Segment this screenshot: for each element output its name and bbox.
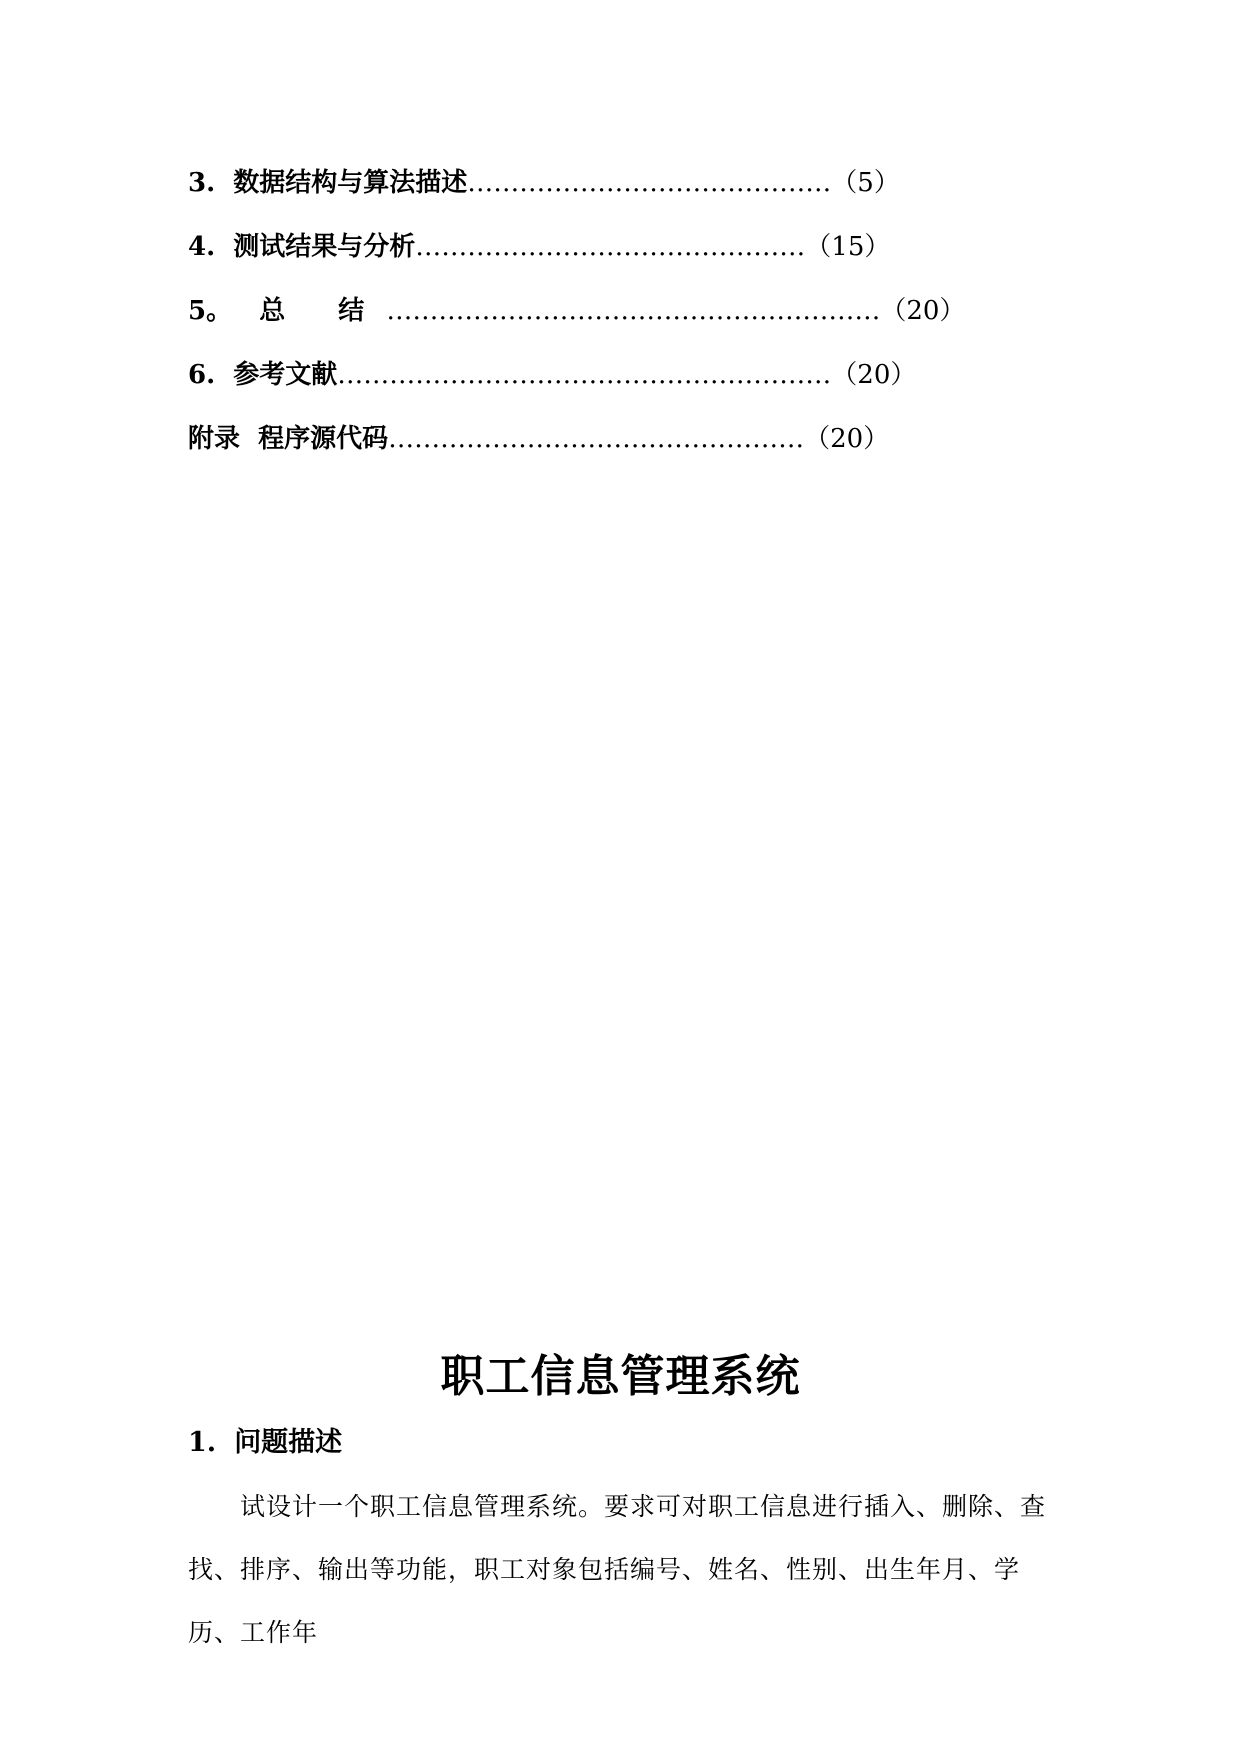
section-title: 问题描述: [234, 1427, 343, 1458]
section-heading: [188, 1420, 342, 1459]
toc-entry[interactable]: [188, 288, 968, 352]
toc-entry-page: （20）: [804, 424, 890, 454]
toc-entry[interactable]: [188, 224, 968, 288]
toc-entry-number: 3.: [188, 168, 216, 198]
toc-entry[interactable]: [188, 416, 968, 480]
section-number: 1.: [188, 1427, 217, 1458]
toc-dot-leader: …………………………………………………: [386, 296, 881, 326]
toc-entry-page: （15）: [805, 232, 891, 262]
toc-dot-leader: ……………………………………: [467, 168, 832, 198]
toc-entry-title: 程序源代码: [258, 424, 389, 454]
toc-entry-number: 4.: [188, 232, 216, 262]
toc-entry-title: 测试结果与分析: [233, 232, 416, 262]
toc-entry[interactable]: [188, 160, 968, 224]
toc-entry-number: 附录: [188, 424, 241, 454]
toc-entry-number: 5。: [188, 296, 233, 326]
toc-entry-page: （5）: [831, 168, 900, 198]
toc-entry-number: 6.: [188, 360, 216, 390]
body-paragraph: 试设计一个职工信息管理系统。要求可对职工信息进行插入、删除、查找、排序、输出等功能，职工对象包括编号、姓名、性别、出生年月、学历、工作年: [188, 1492, 1047, 1647]
toc-entry-title: 数据结构与算法描述: [233, 168, 468, 198]
toc-entry-title: 参考文献: [233, 360, 338, 390]
toc-dot-leader: …………………………………………: [388, 424, 805, 454]
toc-entry-page: （20）: [880, 296, 966, 326]
table-of-contents: [188, 160, 968, 480]
toc-dot-leader: …………………………………………………: [337, 360, 832, 390]
toc-entry[interactable]: [188, 352, 968, 416]
toc-entry-title: 总 结: [259, 296, 387, 326]
document-title: 职工信息管理系统: [440, 1351, 801, 1402]
toc-entry-page: （20）: [831, 360, 917, 390]
toc-dot-leader: ………………………………………: [415, 232, 806, 262]
